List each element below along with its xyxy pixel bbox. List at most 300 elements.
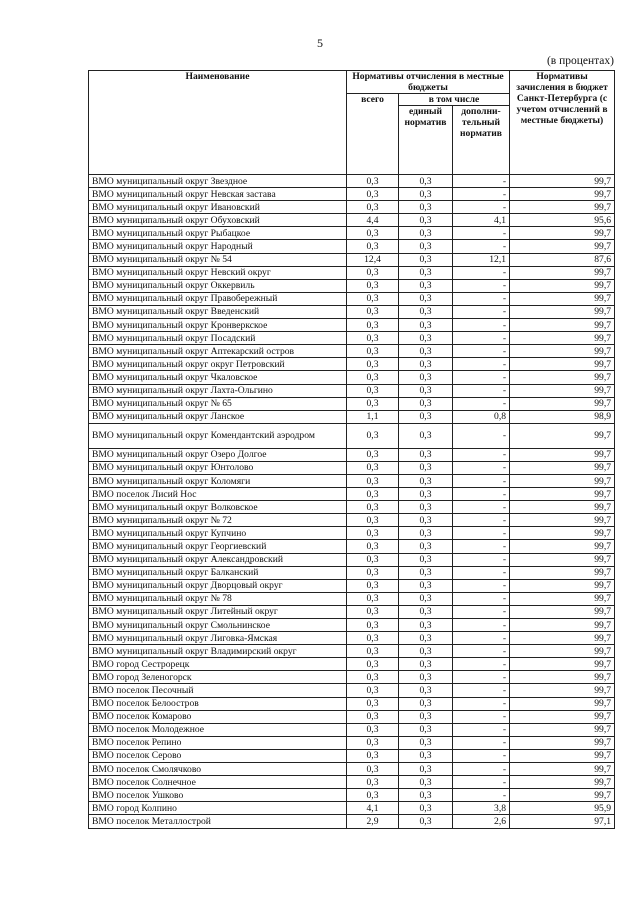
row-spb: 99,7 [510, 514, 615, 527]
table-row [89, 802, 615, 815]
row-unified: 0,3 [399, 645, 453, 658]
table-row [89, 710, 615, 723]
row-spb: 98,9 [510, 410, 615, 423]
table-row [89, 371, 615, 384]
row-total: 0,3 [347, 332, 399, 345]
table-body [89, 175, 615, 829]
table-row [89, 332, 615, 345]
row-spb: 99,7 [510, 501, 615, 514]
row-total: 0,3 [347, 619, 399, 632]
table-row [89, 319, 615, 332]
row-total: 0,3 [347, 671, 399, 684]
table-row [89, 592, 615, 605]
row-total: 0,3 [347, 566, 399, 579]
row-unified: 0,3 [399, 332, 453, 345]
row-unified: 0,3 [399, 723, 453, 736]
row-additional: - [453, 527, 510, 540]
table-row [89, 488, 615, 501]
table-row [89, 514, 615, 527]
row-name: ВМО муниципальный округ Георгиевский [89, 540, 347, 553]
row-spb: 99,7 [510, 227, 615, 240]
row-unified: 0,3 [399, 592, 453, 605]
row-additional: 4,1 [453, 214, 510, 227]
row-name: ВМО поселок Металлострой [89, 815, 347, 828]
row-name: ВМО муниципальный округ № 65 [89, 397, 347, 410]
row-additional: - [453, 736, 510, 749]
row-spb: 99,7 [510, 474, 615, 487]
row-additional: - [453, 776, 510, 789]
row-spb: 99,7 [510, 423, 615, 448]
row-spb: 99,7 [510, 188, 615, 201]
row-total: 0,3 [347, 279, 399, 292]
row-total: 0,3 [347, 227, 399, 240]
row-spb: 99,7 [510, 527, 615, 540]
table-row [89, 684, 615, 697]
row-name: ВМО муниципальный округ Посадский [89, 332, 347, 345]
row-total: 0,3 [347, 592, 399, 605]
table-row [89, 175, 615, 188]
row-total: 0,3 [347, 605, 399, 618]
table-row [89, 423, 615, 448]
row-additional: 12,1 [453, 253, 510, 266]
row-unified: 0,3 [399, 292, 453, 305]
row-unified: 0,3 [399, 815, 453, 828]
row-total: 4,1 [347, 802, 399, 815]
row-total: 0,3 [347, 240, 399, 253]
table-row [89, 749, 615, 762]
table-row [89, 305, 615, 318]
row-name: ВМО муниципальный округ Рыбацкое [89, 227, 347, 240]
row-total: 0,3 [347, 461, 399, 474]
row-additional: - [453, 619, 510, 632]
row-unified: 0,3 [399, 384, 453, 397]
row-name: ВМО поселок Ушково [89, 789, 347, 802]
header-total: всего [347, 94, 399, 175]
row-name: ВМО город Колпино [89, 802, 347, 815]
row-additional: - [453, 789, 510, 802]
row-spb: 99,7 [510, 201, 615, 214]
row-additional: - [453, 501, 510, 514]
row-additional: - [453, 579, 510, 592]
row-spb: 99,7 [510, 684, 615, 697]
row-total: 0,3 [347, 397, 399, 410]
table-row [89, 384, 615, 397]
row-unified: 0,3 [399, 448, 453, 461]
row-additional: - [453, 684, 510, 697]
row-total: 0,3 [347, 553, 399, 566]
row-total: 0,3 [347, 684, 399, 697]
row-spb: 95,9 [510, 802, 615, 815]
row-additional: - [453, 397, 510, 410]
row-additional: - [453, 566, 510, 579]
row-additional: - [453, 175, 510, 188]
row-spb: 99,7 [510, 632, 615, 645]
row-unified: 0,3 [399, 684, 453, 697]
row-unified: 0,3 [399, 789, 453, 802]
row-name: ВМО муниципальный округ округ Петровский [89, 358, 347, 371]
row-unified: 0,3 [399, 227, 453, 240]
row-additional: - [453, 749, 510, 762]
row-total: 0,3 [347, 501, 399, 514]
row-spb: 87,6 [510, 253, 615, 266]
table-row [89, 240, 615, 253]
table-row [89, 658, 615, 671]
row-total: 0,3 [347, 488, 399, 501]
row-additional: - [453, 201, 510, 214]
table-row [89, 566, 615, 579]
row-total: 0,3 [347, 658, 399, 671]
units-note: (в процентах) [546, 55, 614, 67]
row-total: 0,3 [347, 749, 399, 762]
header-including: в том числе [399, 94, 510, 106]
row-name: ВМО поселок Песочный [89, 684, 347, 697]
row-name: ВМО муниципальный округ Чкаловское [89, 371, 347, 384]
row-spb: 99,7 [510, 358, 615, 371]
row-unified: 0,3 [399, 253, 453, 266]
row-spb: 99,7 [510, 540, 615, 553]
row-unified: 0,3 [399, 410, 453, 423]
row-spb: 99,7 [510, 566, 615, 579]
table-row [89, 776, 615, 789]
row-spb: 99,7 [510, 789, 615, 802]
row-unified: 0,3 [399, 488, 453, 501]
row-unified: 0,3 [399, 710, 453, 723]
row-total: 2,9 [347, 815, 399, 828]
row-spb: 99,7 [510, 345, 615, 358]
row-additional: - [453, 474, 510, 487]
row-unified: 0,3 [399, 763, 453, 776]
row-unified: 0,3 [399, 461, 453, 474]
row-spb: 95,6 [510, 214, 615, 227]
row-name: ВМО муниципальный округ № 72 [89, 514, 347, 527]
row-name: ВМО поселок Репино [89, 736, 347, 749]
row-total: 0,3 [347, 527, 399, 540]
row-total: 0,3 [347, 697, 399, 710]
row-name: ВМО муниципальный округ Юнтолово [89, 461, 347, 474]
row-total: 0,3 [347, 371, 399, 384]
row-additional: - [453, 723, 510, 736]
row-name: ВМО поселок Серово [89, 749, 347, 762]
table-row [89, 410, 615, 423]
row-spb: 99,7 [510, 710, 615, 723]
header-local-norms: Нормативы отчисления в местные бюджеты [347, 71, 510, 94]
row-total: 0,3 [347, 201, 399, 214]
table-row [89, 227, 615, 240]
row-total: 0,3 [347, 789, 399, 802]
row-total: 0,3 [347, 292, 399, 305]
table-row [89, 645, 615, 658]
row-total: 0,3 [347, 319, 399, 332]
row-name: ВМО муниципальный округ Ланское [89, 410, 347, 423]
row-name: ВМО муниципальный округ Звездное [89, 175, 347, 188]
row-spb: 99,7 [510, 605, 615, 618]
row-spb: 99,7 [510, 384, 615, 397]
table-row [89, 474, 615, 487]
table-row [89, 201, 615, 214]
row-additional: - [453, 632, 510, 645]
row-additional: - [453, 448, 510, 461]
header-unified: единый норматив [399, 106, 453, 175]
row-unified: 0,3 [399, 671, 453, 684]
row-total: 0,3 [347, 579, 399, 592]
table-row [89, 253, 615, 266]
table-row [89, 188, 615, 201]
row-unified: 0,3 [399, 802, 453, 815]
table-row [89, 292, 615, 305]
row-additional: - [453, 671, 510, 684]
row-additional: - [453, 188, 510, 201]
row-spb: 99,7 [510, 488, 615, 501]
row-unified: 0,3 [399, 214, 453, 227]
table-row [89, 736, 615, 749]
row-spb: 99,7 [510, 763, 615, 776]
row-spb: 99,7 [510, 266, 615, 279]
row-total: 0,3 [347, 345, 399, 358]
row-spb: 99,7 [510, 240, 615, 253]
table-row [89, 266, 615, 279]
row-spb: 99,7 [510, 619, 615, 632]
row-unified: 0,3 [399, 619, 453, 632]
row-spb: 99,7 [510, 723, 615, 736]
row-name: ВМО муниципальный округ Народный [89, 240, 347, 253]
row-name: ВМО поселок Солнечное [89, 776, 347, 789]
row-unified: 0,3 [399, 658, 453, 671]
row-total: 0,3 [347, 540, 399, 553]
table-row [89, 815, 615, 828]
row-name: ВМО муниципальный округ Волковское [89, 501, 347, 514]
table-row [89, 279, 615, 292]
row-additional: - [453, 319, 510, 332]
row-spb: 99,7 [510, 397, 615, 410]
table-row [89, 540, 615, 553]
table-row [89, 501, 615, 514]
row-unified: 0,3 [399, 632, 453, 645]
row-additional: - [453, 645, 510, 658]
row-total: 0,3 [347, 175, 399, 188]
row-name: ВМО поселок Лисий Нос [89, 488, 347, 501]
row-total: 0,3 [347, 645, 399, 658]
row-name: ВМО муниципальный округ Лахта-Ольгино [89, 384, 347, 397]
row-spb: 99,7 [510, 319, 615, 332]
table-row [89, 605, 615, 618]
row-additional: - [453, 292, 510, 305]
row-name: ВМО муниципальный округ Невский округ [89, 266, 347, 279]
row-name: ВМО муниципальный округ Введенский [89, 305, 347, 318]
row-name: ВМО муниципальный округ Обуховский [89, 214, 347, 227]
row-name: ВМО город Зеленогорск [89, 671, 347, 684]
row-additional: - [453, 371, 510, 384]
row-additional: - [453, 332, 510, 345]
row-name: ВМО муниципальный округ Купчино [89, 527, 347, 540]
row-unified: 0,3 [399, 371, 453, 384]
row-spb: 99,7 [510, 279, 615, 292]
row-name: ВМО муниципальный округ Оккервиль [89, 279, 347, 292]
row-name: ВМО муниципальный округ Владимирский округ [89, 645, 347, 658]
row-unified: 0,3 [399, 605, 453, 618]
row-spb: 99,7 [510, 332, 615, 345]
row-spb: 99,7 [510, 592, 615, 605]
row-additional: - [453, 345, 510, 358]
table-row [89, 579, 615, 592]
row-total: 0,3 [347, 305, 399, 318]
row-unified: 0,3 [399, 188, 453, 201]
row-unified: 0,3 [399, 423, 453, 448]
table-row [89, 397, 615, 410]
table-row [89, 619, 615, 632]
row-total: 0,3 [347, 763, 399, 776]
row-name: ВМО муниципальный округ Литейный округ [89, 605, 347, 618]
row-additional: - [453, 384, 510, 397]
table-row [89, 789, 615, 802]
row-name: ВМО муниципальный округ Дворцовый округ [89, 579, 347, 592]
header-name: Наименование [89, 71, 347, 175]
row-total: 0,3 [347, 423, 399, 448]
row-total: 0,3 [347, 188, 399, 201]
row-spb: 99,7 [510, 776, 615, 789]
row-unified: 0,3 [399, 527, 453, 540]
row-additional: - [453, 240, 510, 253]
row-additional: - [453, 710, 510, 723]
row-additional: - [453, 658, 510, 671]
table-row [89, 632, 615, 645]
row-unified: 0,3 [399, 279, 453, 292]
row-unified: 0,3 [399, 566, 453, 579]
row-unified: 0,3 [399, 776, 453, 789]
table-row [89, 358, 615, 371]
row-additional: - [453, 488, 510, 501]
row-additional: - [453, 763, 510, 776]
row-unified: 0,3 [399, 501, 453, 514]
row-additional: - [453, 305, 510, 318]
row-unified: 0,3 [399, 553, 453, 566]
row-spb: 99,7 [510, 553, 615, 566]
row-name: ВМО муниципальный округ Александровский [89, 553, 347, 566]
row-name: ВМО муниципальный округ Лиговка-Ямская [89, 632, 347, 645]
row-name: ВМО муниципальный округ № 54 [89, 253, 347, 266]
row-additional: 3,8 [453, 802, 510, 815]
row-unified: 0,3 [399, 749, 453, 762]
row-total: 1,1 [347, 410, 399, 423]
row-unified: 0,3 [399, 514, 453, 527]
row-additional: - [453, 592, 510, 605]
row-spb: 99,7 [510, 305, 615, 318]
page-number: 5 [317, 36, 323, 50]
row-name: ВМО поселок Белоостров [89, 697, 347, 710]
row-total: 0,3 [347, 736, 399, 749]
row-additional: - [453, 266, 510, 279]
row-name: ВМО муниципальный округ Аптекарский остров [89, 345, 347, 358]
row-name: ВМО муниципальный округ Озеро Долгое [89, 448, 347, 461]
table-row [89, 214, 615, 227]
row-total: 0,3 [347, 723, 399, 736]
row-unified: 0,3 [399, 358, 453, 371]
row-unified: 0,3 [399, 474, 453, 487]
header-additional: дополни-тельный норматив [453, 106, 510, 175]
table-row [89, 448, 615, 461]
row-name: ВМО муниципальный округ Смольнинское [89, 619, 347, 632]
row-total: 0,3 [347, 514, 399, 527]
row-spb: 99,7 [510, 671, 615, 684]
row-spb: 99,7 [510, 658, 615, 671]
row-unified: 0,3 [399, 345, 453, 358]
row-additional: - [453, 279, 510, 292]
row-name: ВМО поселок Молодежное [89, 723, 347, 736]
row-total: 0,3 [347, 384, 399, 397]
row-name: ВМО муниципальный округ Правобережный [89, 292, 347, 305]
row-name: ВМО муниципальный округ Невская застава [89, 188, 347, 201]
row-total: 0,3 [347, 448, 399, 461]
row-spb: 99,7 [510, 292, 615, 305]
row-name: ВМО город Сестрорецк [89, 658, 347, 671]
table-row [89, 723, 615, 736]
table-row [89, 345, 615, 358]
table-row [89, 527, 615, 540]
row-name: ВМО муниципальный округ № 78 [89, 592, 347, 605]
table-row [89, 697, 615, 710]
row-total: 0,3 [347, 358, 399, 371]
row-spb: 99,7 [510, 371, 615, 384]
row-unified: 0,3 [399, 540, 453, 553]
row-total: 0,3 [347, 710, 399, 723]
row-unified: 0,3 [399, 201, 453, 214]
row-spb: 99,7 [510, 736, 615, 749]
row-total: 0,3 [347, 474, 399, 487]
row-name: ВМО муниципальный округ Комендантский аэродром [89, 423, 347, 448]
table-row [89, 671, 615, 684]
table-row [89, 763, 615, 776]
row-unified: 0,3 [399, 240, 453, 253]
budget-norms-table [88, 70, 615, 829]
row-additional: - [453, 605, 510, 618]
row-additional: - [453, 697, 510, 710]
row-additional: - [453, 553, 510, 566]
row-total: 0,3 [347, 266, 399, 279]
row-spb: 99,7 [510, 579, 615, 592]
row-name: ВМО муниципальный округ Балканский [89, 566, 347, 579]
row-additional: - [453, 540, 510, 553]
row-unified: 0,3 [399, 397, 453, 410]
row-name: ВМО поселок Комарово [89, 710, 347, 723]
row-spb: 99,7 [510, 697, 615, 710]
row-total: 12,4 [347, 253, 399, 266]
row-additional: 2,6 [453, 815, 510, 828]
row-spb: 99,7 [510, 645, 615, 658]
row-unified: 0,3 [399, 319, 453, 332]
row-unified: 0,3 [399, 697, 453, 710]
table-row [89, 461, 615, 474]
row-spb: 99,7 [510, 448, 615, 461]
row-unified: 0,3 [399, 266, 453, 279]
row-unified: 0,3 [399, 736, 453, 749]
row-name: ВМО муниципальный округ Коломяги [89, 474, 347, 487]
header-spb-norms: Нормативы зачисления в бюджет Санкт-Петербурга (с учетом отчислений в местные бюджеты) [510, 71, 615, 175]
row-additional: - [453, 423, 510, 448]
row-spb: 99,7 [510, 461, 615, 474]
row-name: ВМО муниципальный округ Кронверкское [89, 319, 347, 332]
row-additional: - [453, 358, 510, 371]
row-spb: 99,7 [510, 175, 615, 188]
row-unified: 0,3 [399, 305, 453, 318]
row-spb: 97,1 [510, 815, 615, 828]
row-unified: 0,3 [399, 579, 453, 592]
row-additional: - [453, 514, 510, 527]
row-spb: 99,7 [510, 749, 615, 762]
table-row [89, 553, 615, 566]
row-additional: - [453, 227, 510, 240]
row-total: 4,4 [347, 214, 399, 227]
row-total: 0,3 [347, 776, 399, 789]
row-total: 0,3 [347, 632, 399, 645]
